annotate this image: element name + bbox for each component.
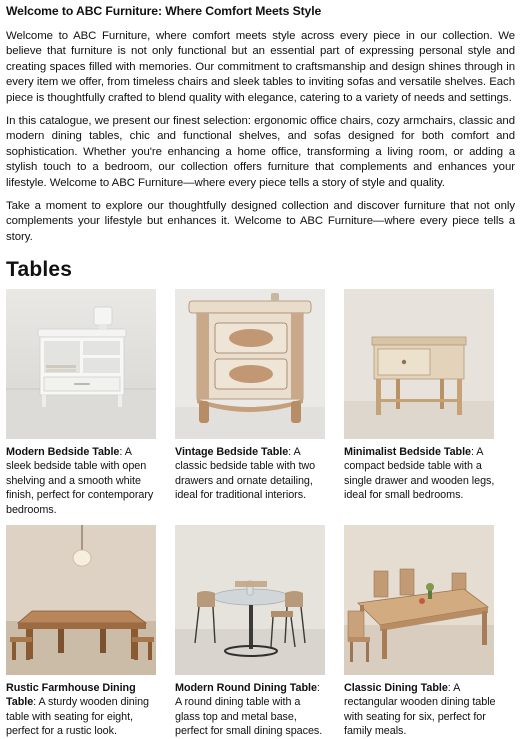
classic-dining-table-image <box>344 525 494 675</box>
product-name: Classic Dining Table <box>344 682 448 694</box>
closing-paragraph: Take a moment to explore our thoughtfully designed collection and discover furniture that not only complements your lifestyle but enhances it. Welcome to ABC Furniture—where every piece tells a story. <box>6 200 515 243</box>
product-description: : A classic bedside table with two drawers and ornate detailing, ideal for traditional interiors. <box>175 446 316 502</box>
product-name: Vintage Bedside Table <box>175 446 289 458</box>
intro-paragraph: Welcome to ABC Furniture, where comfort meets style across every piece in our collection. We believe that furniture is not only functional but an essential part of expressing personal style and creating spaces filled with memories. Our commitment to craftsmanship and design shines through in every item we offer, from timeless chairs and sleek tables to inviting sofas and versatile shelves. Each piece is thoughtfully crafted to blend quality with elegance, catering to a variety of needs and settings. <box>6 30 515 104</box>
product-name: Minimalist Bedside Table <box>344 446 471 458</box>
product-description: : A compact bedside table with a single drawer and wooden legs, ideal for small bedrooms. <box>344 446 495 502</box>
product-caption <box>175 445 327 503</box>
modern-bedside-table-image <box>6 289 156 439</box>
product-card-classic-dining-table <box>344 525 496 739</box>
document-title: Welcome to ABC Furniture: Where Comfort Meets Style <box>6 4 322 18</box>
document-page <box>6 0 515 283</box>
product-description: : A round dining table with a glass top and metal base, perfect for small dining spaces. <box>175 682 323 738</box>
product-caption <box>6 681 158 739</box>
product-card-minimalist-bedside-table <box>344 289 496 503</box>
product-caption <box>175 681 327 739</box>
product-card-rustic-farmhouse-dining-table <box>6 525 158 739</box>
product-name: Modern Round Dining Table <box>175 682 317 694</box>
product-description: : A sturdy wooden dining table with seating for eight, perfect for a rustic look. <box>6 696 150 738</box>
vintage-bedside-table-image <box>175 289 325 439</box>
product-name: Rustic Farmhouse Dining Table <box>6 682 136 709</box>
section-heading-tables: Tables <box>6 258 73 282</box>
rustic-farmhouse-dining-table-image <box>6 525 156 675</box>
product-card-modern-round-dining-table <box>175 525 327 739</box>
product-caption <box>6 445 158 517</box>
minimalist-bedside-table-image <box>344 289 494 439</box>
product-name: Modern Bedside Table <box>6 446 120 458</box>
catalogue-paragraph: In this catalogue, we present our finest selection: ergonomic office chairs, cozy armchairs, classic and modern dining tables, chic and functional shelves, and sofas designed for both comfort and sophistication. Whether you're enhancing a home office, transforming a living room, or adding a stylish touch to a bedroom, our collection offers furniture that complements and enhances your lifestyle. Welcome to ABC Furniture—where every piece tells a story of style and quality. <box>6 115 515 189</box>
product-caption <box>344 681 496 739</box>
product-description: : A sleek bedside table with open shelving and a smooth white finish, perfect for contemporary bedrooms. <box>6 446 154 516</box>
modern-round-dining-table-image <box>175 525 325 675</box>
product-card-vintage-bedside-table <box>175 289 327 503</box>
product-caption <box>344 445 496 503</box>
product-card-modern-bedside-table <box>6 289 158 517</box>
product-description: : A rectangular wooden dining table with seating for six, perfect for family meals. <box>344 682 496 738</box>
